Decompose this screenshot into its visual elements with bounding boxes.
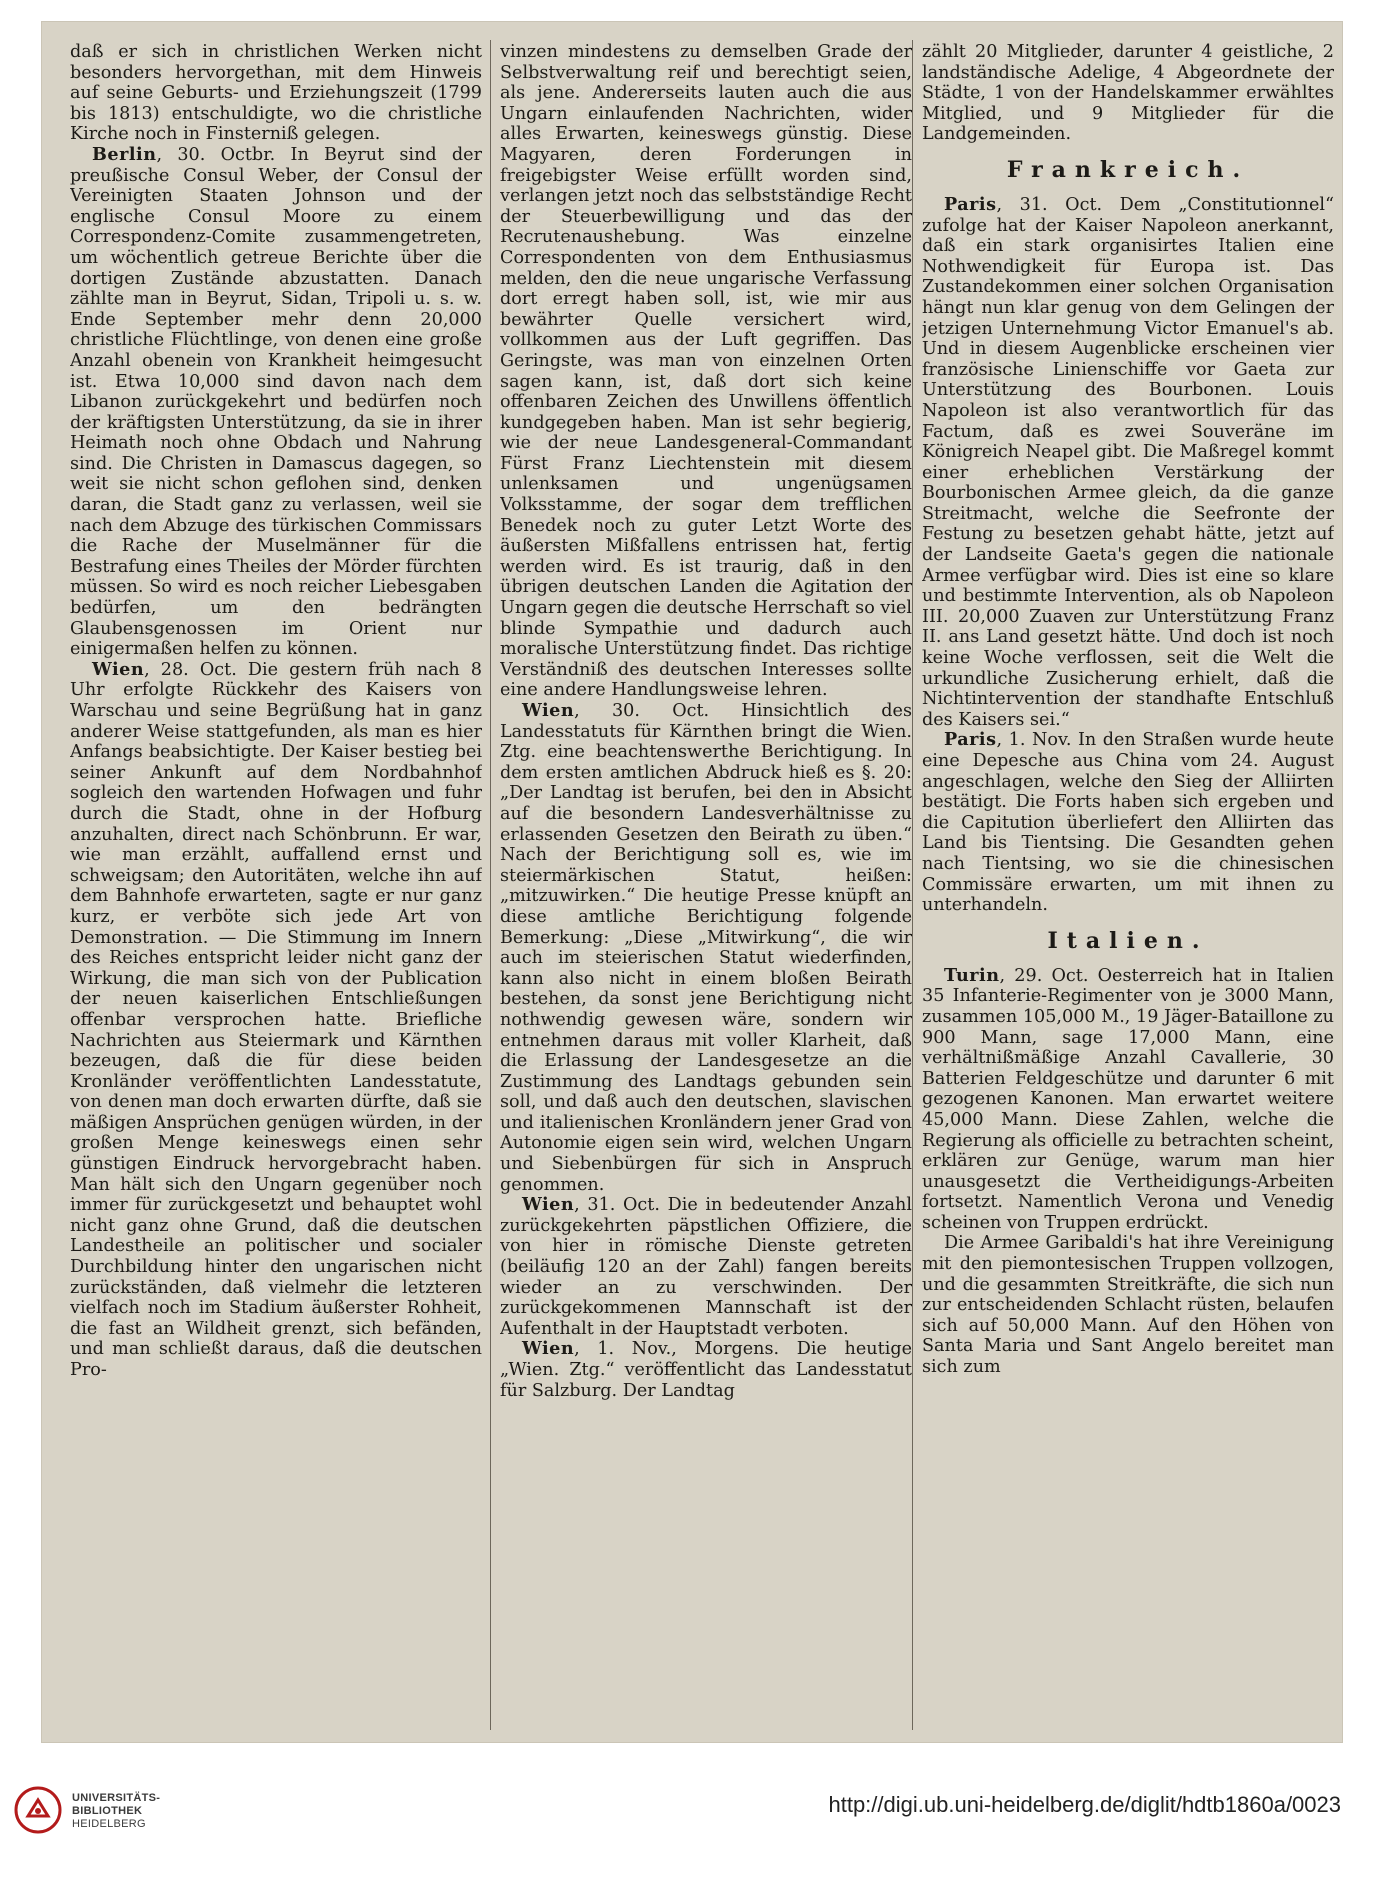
dateline-place: Wien bbox=[522, 700, 575, 721]
dateline-place: Turin bbox=[944, 964, 1000, 986]
news-item bbox=[70, 145, 482, 660]
news-text: , 30. Oct. Hinsichtlich des Landesstatuts für Kärnthen bringt die Wien. Ztg. eine beachtenswerthe Berichtigung. In dem ersten amtlichen Abdruck hieß es §. 20: „Der Landtag ist berufen, bei den in Absicht auf die besondern Landesverhältnisse zu erlassenden Gesetzen den Beirath zu üben.“ Nach der Berichtigung soll es, wie im steiermärkischen Statut, heißen: „mitzuwirken.“ Die heutige Presse knüpft an diese amtliche Berichtigung folgende Bemerkung: „Diese „Mitwirkung“, die wir auch im steierischen Statut wiederfinden, kann also nicht in einem bloßen Beirath bestehen, da sonst jene Berichtigung nicht nothwendig gewesen wäre, sondern wir entnehmen daraus mit voller Klarheit, daß die Erlassung der Landesgesetze an die Zustimmung des Landtags gebunden sein soll, und daß auch den deutschen, slavischen und italienischen Kronländern jener Grad von Autonomie eigen sein wird, welchen Ungarn und Siebenbürgen für sich in Anspruch genommen. bbox=[500, 701, 912, 1195]
paragraph: daß er sich in christlichen Werken nicht besonders hervorgethan, mit dem Hinweis auf seine Geburts- und Erziehungszeit (1799 bis 1813) entschuldigte, wo die christliche Kirche noch in Finsterniß gelegen. bbox=[70, 42, 482, 145]
news-item bbox=[500, 701, 912, 1195]
news-text: , 31. Oct. Dem „Constitutionnel“ zufolge hat der Kaiser Napoleon anerkannt, daß ein stark organisirtes Italien eine Nothwendigkeit für Europa ist. Das Zustandekommen einer solchen Organisation hängt nun klar genug von dem Gelingen der jetzigen Unternehmung Victor Emanuel's ab. Und in diesem Augenblicke erscheinen vier französische Linienschiffe vor Gaeta zur Unterstützung des Bourbonen. Louis Napoleon ist also verantwortlich für das Factum, daß es zwei Souveräne im Königreich Neapel gibt. Die Maßregel kommt einer erheblichen Verstärkung der Bourbonischen Armee gleich, da die ganze Streitmacht, welche die Seefronte der Festung zu besetzen gehabt hätte, jetzt auf der Landseite Gaeta's gegen die nationale Armee verfügbar wird. Dies ist eine so klare und bestimmte Intervention, als ob Napoleon III. 20,000 Zuaven zur Unterstützung Franz II. ans Land gesetzt hätte. Und doch ist noch keine Woche verflossen, seit die Welt die urkundliche Zusicherung erhielt, daß die Nichtintervention der standhafte Entschluß des Kaisers sei.“ bbox=[922, 194, 1334, 730]
section-heading: Frankreich. bbox=[1006, 156, 1250, 183]
dateline-place: Paris bbox=[944, 729, 997, 751]
news-item bbox=[922, 966, 1334, 1234]
news-text: , 1. Nov., Morgens. Die heutige „Wien. Ztg.“ veröffentlicht das Landesstatut für Salzburg. Der Landtag bbox=[500, 1339, 912, 1401]
source-url-link[interactable]: http://digi.ub.uni-heidelberg.de/diglit/hdtb1860a/0023 bbox=[828, 1792, 1341, 1817]
newspaper-page bbox=[42, 22, 1342, 1742]
library-line-2: BIBLIOTHEK bbox=[72, 1805, 143, 1817]
news-text: , 31. Oct. Die in bedeutender Anzahl zurückgekehrten päpstlichen Offiziere, die von hier in römische Dienste getreten (beiläufig 120 an der Zahl) fangen bereits wieder an zu verschwinden. Der zurückgekommenen Mannschaft ist der Aufenthalt in der Hauptstadt verboten. bbox=[500, 1195, 912, 1339]
dateline-place: Paris bbox=[944, 193, 997, 215]
dateline-place: Wien bbox=[522, 1194, 575, 1216]
section-heading: Italien. bbox=[1047, 927, 1209, 954]
news-item bbox=[500, 1195, 912, 1339]
news-item bbox=[70, 660, 482, 1381]
dateline-place: Berlin bbox=[92, 143, 157, 165]
news-text: , 29. Oct. Oesterreich hat in Italien 35 Infanterie-Regimenter von je 3000 Mann, zusammen 105,000 M., 19 Jäger-Bataillone zu 900 Mann, sage 17,000 Mann, eine verhältnißmäßige Anzahl Cavallerie, 30 Batterien Feldgeschütze und darunter 6 mit gezogenen Kanonen. Man erwartet weitere 45,000 Mann. Diese Zahlen, welche die Regierung als officielle zu betrachten scheint, erklären zur Genüge, warum man hier unausgesetzt die Vertheidigungs-Arbeiten fortsetzt. Namentlich Verona und Venedig scheinen von Truppen erdrückt. bbox=[922, 965, 1334, 1233]
library-line-1: UNIVERSITÄTS- bbox=[72, 1792, 161, 1804]
column-3 bbox=[922, 42, 1334, 1727]
column-rule bbox=[490, 40, 491, 1730]
column-1 bbox=[70, 42, 482, 1727]
news-text: , 30. Octbr. In Beyrut sind der preußische Consul Weber, der Consul der Vereinigten Staaten Johnson und der englische Consul Moore zu einem Correspondenz-Comite zusammengetreten, um wöchentlich getreue Berichte über die dortigen Zustände abzustatten. Danach zählte man in Beyrut, Sidan, Tripoli u. s. w. Ende September mehr denn 20,000 christliche Flüchtlinge, von denen eine große Anzahl obenein von Krankheit heimgesucht ist. Etwa 10,000 sind davon nach dem Libanon zurückgekehrt und bedürfen noch der kräftigsten Unterstützung, da sie in ihrer Heimath noch ohne Obdach und Nahrung sind. Die Christen in Damascus dagegen, so weit sie nicht schon geflohen sind, denken daran, die Stadt ganz zu verlassen, weil sie nach dem Abzuge des türkischen Commissars die Rache der Muselmänner für die Bestrafung eines Theiles der Mörder fürchten müssen. So wird es noch reicher Liebesgaben bedürfen, um den bedrängten Glaubensgenossen im Orient nur einigermaßen helfen zu können. bbox=[70, 144, 482, 660]
paragraph: zählt 20 Mitglieder, darunter 4 geistliche, 2 landständische Adelige, 4 Abgeordnete der Städte, 1 von der Handelskammer erwähltes Mitglied, und 9 Mitglieder für die Landgemeinden. bbox=[922, 42, 1334, 145]
paragraph: vinzen mindestens zu demselben Grade der Selbstverwaltung reif und berechtigt seien, als jene. Andererseits lauten auch die aus Ungarn einlaufenden Nachrichten, wider alles Erwarten, keineswegs günstig. Diese Magyaren, deren Forderungen in freigebigster Weise erfüllt worden sind, verlangen jetzt noch das selbstständige Recht der Steuerbewilligung und das der Recrutenaushebung. Was einzelne Correspondenten von dem Enthusiasmus melden, den die neue ungarische Verfassung dort erregt haben soll, ist, wie mir aus bewährter Quelle versichert wird, vollkommen aus der Luft gegriffen. Das Geringste, was man von einzelnen Orten sagen kann, ist, daß dort sich keine offenbaren Zeichen des Unwillens öffentlich kundgegeben haben. Man ist sehr begierig, wie der neue Landesgeneral-Commandant Fürst Franz Liechtenstein mit diesem unlenksamen und ungenügsamen Volksstamme, der sogar dem trefflichen Benedek noch zu guter Letzt Worte des äußersten Mißfallens entrissen hat, fertig werden wird. Es ist traurig, daß in den übrigen deutschen Landen die Agitation der Ungarn gegen die deutsche Herrschaft so viel blinde Sympathie und dadurch auch moralische Unterstützung findet. Das richtige Verständniß des deutschen Interesses sollte eine andere Handlungsweise lehren. bbox=[500, 42, 912, 701]
news-item bbox=[500, 1339, 912, 1401]
library-name bbox=[72, 1792, 160, 1831]
paragraph: Die Armee Garibaldi's hat ihre Vereinigung mit den piemontesischen Truppen vollzogen, und die gesammten Streitkräfte, die sich nun zur entscheidenden Schlacht rüsten, belaufen sich auf 50,000 Mann. Auf den Höhen von Santa Maria und Sant Angelo bereitet man sich zum bbox=[922, 1233, 1334, 1378]
column-2 bbox=[500, 42, 912, 1727]
news-text: , 28. Oct. Die gestern früh nach 8 Uhr erfolgte Rückkehr des Kaisers von Warschau und seine Begrüßung hat in ganz anderer Weise stattgefunden, als man es hier Anfangs beabsichtigte. Der Kaiser bestieg bei seiner Ankunft auf dem Nordbahnhof sogleich den wartenden Hofwagen und fuhr durch die Stadt, ohne in der Hofburg anzuhalten, direct nach Schönbrunn. Er war, wie man erzählt, auffallend ernst und schweigsam; den Autoritäten, welche ihn auf dem Bahnhofe erwarteten, sagte er nur ganz kurz, er verböte sich jede Art von Demonstration. — Die Stimmung im Innern des Reiches entspricht leider nicht ganz der Wirkung, die man sich von der Publication der neuen kaiserlichen Entschließungen offenbar versprochen hatte. Briefliche Nachrichten aus Steiermark und Kärnthen bezeugen, daß die für diese beiden Kronländer veröffentlichten Landesstatute, von denen man doch erwarten dürfte, daß sie mäßigen Ansprüchen genügen würden, in der großen Menge keineswegs einen sehr günstigen Eindruck hervorgebracht haben. Man hält sich den Ungarn gegenüber noch immer für zurückgesetzt und behauptet wohl nicht ganz ohne Grund, daß die deutschen Landestheile an politischer und socialer Durchbildung hinter den ungarischen nicht zurückständen, daß vielmehr die letzteren vielfach noch im Stadium äußerster Rohheit, die fast an Wildheit grenzt, sich befänden, und man schließt daraus, daß die deutschen Pro- bbox=[70, 659, 482, 1380]
footer bbox=[0, 1762, 1391, 1897]
news-text: , 1. Nov. In den Straßen wurde heute eine Depesche aus China vom 24. August angeschlagen, welche den Sieg der Alliirten bestätigt. Die Forts haben sich ergeben und die Capitution überliefert den Alliirten das Land bis Tientsing. Die Gesandten gehen nach Tientsing, wo sie die chinesischen Commissäre erwarten, um mit ihnen zu unterhandeln. bbox=[922, 730, 1334, 916]
dateline-place: Wien bbox=[522, 1338, 575, 1360]
column-rule bbox=[912, 40, 913, 1730]
news-item bbox=[922, 730, 1334, 915]
university-library-logo-icon bbox=[14, 1786, 62, 1834]
dateline-place: Wien bbox=[92, 658, 145, 680]
news-item bbox=[922, 195, 1334, 730]
library-line-3: HEIDELBERG bbox=[72, 1818, 146, 1830]
